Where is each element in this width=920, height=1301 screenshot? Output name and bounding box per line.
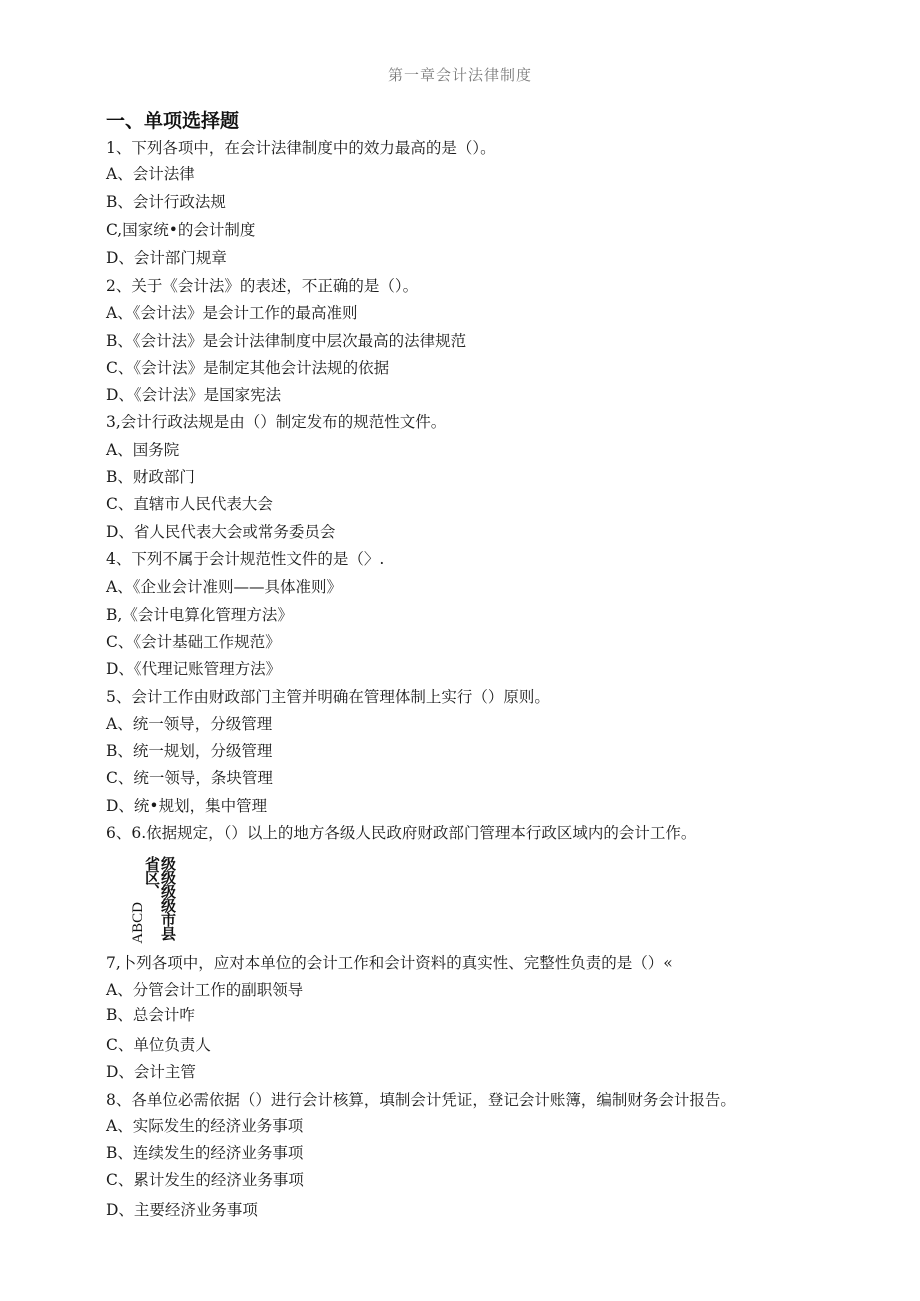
q2-option-a: A、《会计法》是会计工作的最高准则 [106,304,358,322]
q8-option-a: A、实际发生的经济业务事项 [106,1117,304,1135]
q3-option-a: A、国务院 [106,441,180,459]
q1-option-c: C,国家统•的会计制度 [106,221,256,239]
q6-vertical-letters: ABCD [130,902,146,944]
q4-option-d: D、《代理记账管理方法》 [106,660,282,678]
q4-option-b: B,《会计电算化管理方法》 [106,606,293,624]
q8-option-d: D、主要经济业务事项 [106,1201,258,1219]
document-title: 第一章会计法律制度 [387,66,532,84]
q4-option-a: A、《企业会计准则——具体准则》 [106,578,342,596]
q8-option-b: B、连续发生的经济业务事项 [106,1144,304,1162]
q5-option-b: B、统一规划，分级管理 [106,742,273,760]
q1-option-b: B、会计行政法规 [106,193,226,211]
q6-options-vertical [130,856,190,948]
q6-vertical-col2: 省区、 [143,856,161,898]
q3-option-c: C、直辖市人民代表大会 [106,495,273,513]
q7-option-b: B、总会计咋 [106,1006,195,1024]
question-8: 8、各单位必需依据（）进行会计核算，填制会计凭证，登记会计账簿，编制财务会计报告。 [106,1091,736,1109]
section-heading: 一、单项选择题 [106,110,240,132]
q3-option-d: D、省人民代表大会或常务委员会 [106,523,336,541]
q2-option-d: D、《会计法》是国家宪法 [106,386,282,404]
question-6: 6、6.依据规定，（）以上的地方各级人民政府财政部门管理本行政区域内的会计工作。 [106,824,697,842]
question-2: 2、关于《会计法》的表述，不正确的是（）。 [106,277,419,295]
q7-option-d: D、会计主管 [106,1063,196,1081]
q7-option-c: C、单位负责人 [106,1036,211,1054]
q2-option-b: B、《会计法》是会计法律制度中层次最高的法律规范 [106,332,467,350]
q5-option-c: C、统一领导，条块管理 [106,769,273,787]
question-4: 4、下列不属于会计规范性文件的是（〉. [106,550,385,568]
q1-option-d: D、会计部门规章 [106,249,227,267]
question-3: 3,会计行政法规是由（）制定发布的规范性文件。 [106,413,447,431]
q2-option-c: C、《会计法》是制定其他会计法规的依据 [106,359,390,377]
q5-option-a: A、统一领导，分级管理 [106,715,273,733]
q7-option-a: A、分管会计工作的副职领导 [106,981,304,999]
q1-option-a: A、会计法律 [106,165,195,183]
question-1: 1、下列各项中，在会计法律制度中的效力最高的是（）。 [106,139,496,157]
q5-option-d: D、统•规划，集中管理 [106,797,268,815]
q4-option-c: C、《会计基础工作规范》 [106,633,281,651]
q8-option-c: C、累计发生的经济业务事项 [106,1171,304,1189]
q6-vertical-col1: 级级级级市县 [159,856,177,940]
question-7: 7,卜列各项中，应对本单位的会计工作和会计资料的真实性、完整性负责的是（）« [106,954,673,972]
q3-option-b: B、财政部门 [106,468,195,486]
question-5: 5、会计工作由财政部门主管并明确在管理体制上实行（）原则。 [106,688,550,706]
